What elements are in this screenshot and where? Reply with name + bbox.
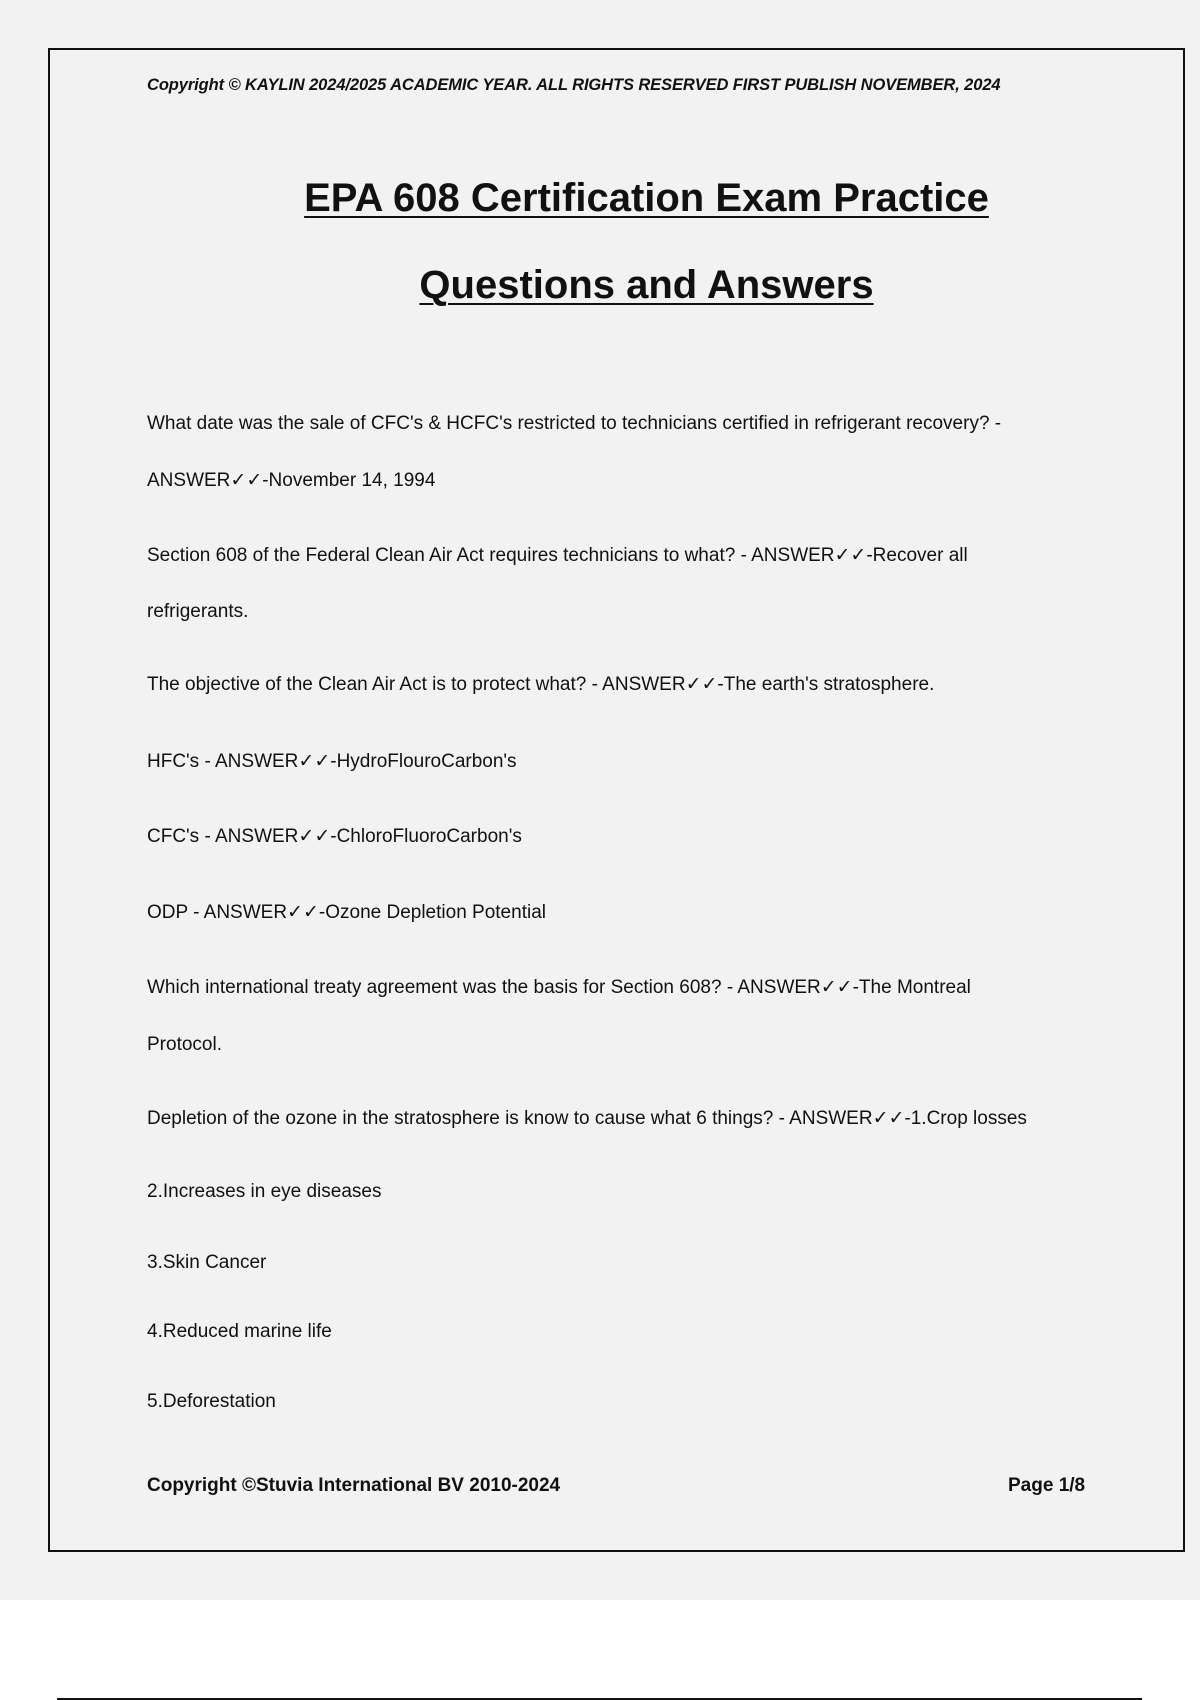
qa-line: Depletion of the ozone in the stratosphere is know to cause what 6 things? - ANSWER✓✓-1.Crop losses: [147, 1108, 1027, 1129]
qa-line: 5.Deforestation: [147, 1391, 276, 1412]
qa-line: 3.Skin Cancer: [147, 1252, 267, 1273]
qa-line: The objective of the Clean Air Act is to protect what? - ANSWER✓✓-The earth's stratosphere.: [147, 674, 935, 695]
footer-copyright: Copyright ©Stuvia International BV 2010-2024: [147, 1475, 561, 1496]
qa-line: 2.Increases in eye diseases: [147, 1181, 382, 1202]
next-page-area: [0, 1600, 1200, 1700]
qa-line: CFC's - ANSWER✓✓-ChloroFluoroCarbon's: [147, 826, 522, 847]
page-title-line-2-text: Questions and Answers: [419, 263, 874, 307]
page-title-line-1-text: EPA 608 Certification Exam Practice: [304, 176, 989, 220]
page-title-line-2: [80, 265, 1200, 305]
qa-line: Protocol.: [147, 1034, 222, 1055]
page-number: Page 1/8: [1008, 1475, 1086, 1496]
qa-line: HFC's - ANSWER✓✓-HydroFlouroCarbon's: [147, 751, 517, 772]
qa-line: ANSWER✓✓-November 14, 1994: [147, 470, 436, 491]
document-page: [48, 48, 1185, 1552]
page-title-line-1: [80, 178, 1200, 218]
qa-line: refrigerants.: [147, 601, 249, 622]
qa-line: 4.Reduced marine life: [147, 1321, 332, 1342]
qa-line: Section 608 of the Federal Clean Air Act requires technicians to what? - ANSWER✓✓-Recover all: [147, 545, 968, 566]
header-copyright: Copyright © KAYLIN 2024/2025 ACADEMIC YEAR. ALL RIGHTS RESERVED FIRST PUBLISH NOVEMBER, 2024: [147, 76, 1001, 94]
qa-line: What date was the sale of CFC's & HCFC's restricted to technicians certified in refrigerant recovery? -: [147, 413, 1002, 434]
qa-line: ODP - ANSWER✓✓-Ozone Depletion Potential: [147, 902, 546, 923]
qa-line: Which international treaty agreement was the basis for Section 608? - ANSWER✓✓-The Montreal: [147, 977, 971, 998]
